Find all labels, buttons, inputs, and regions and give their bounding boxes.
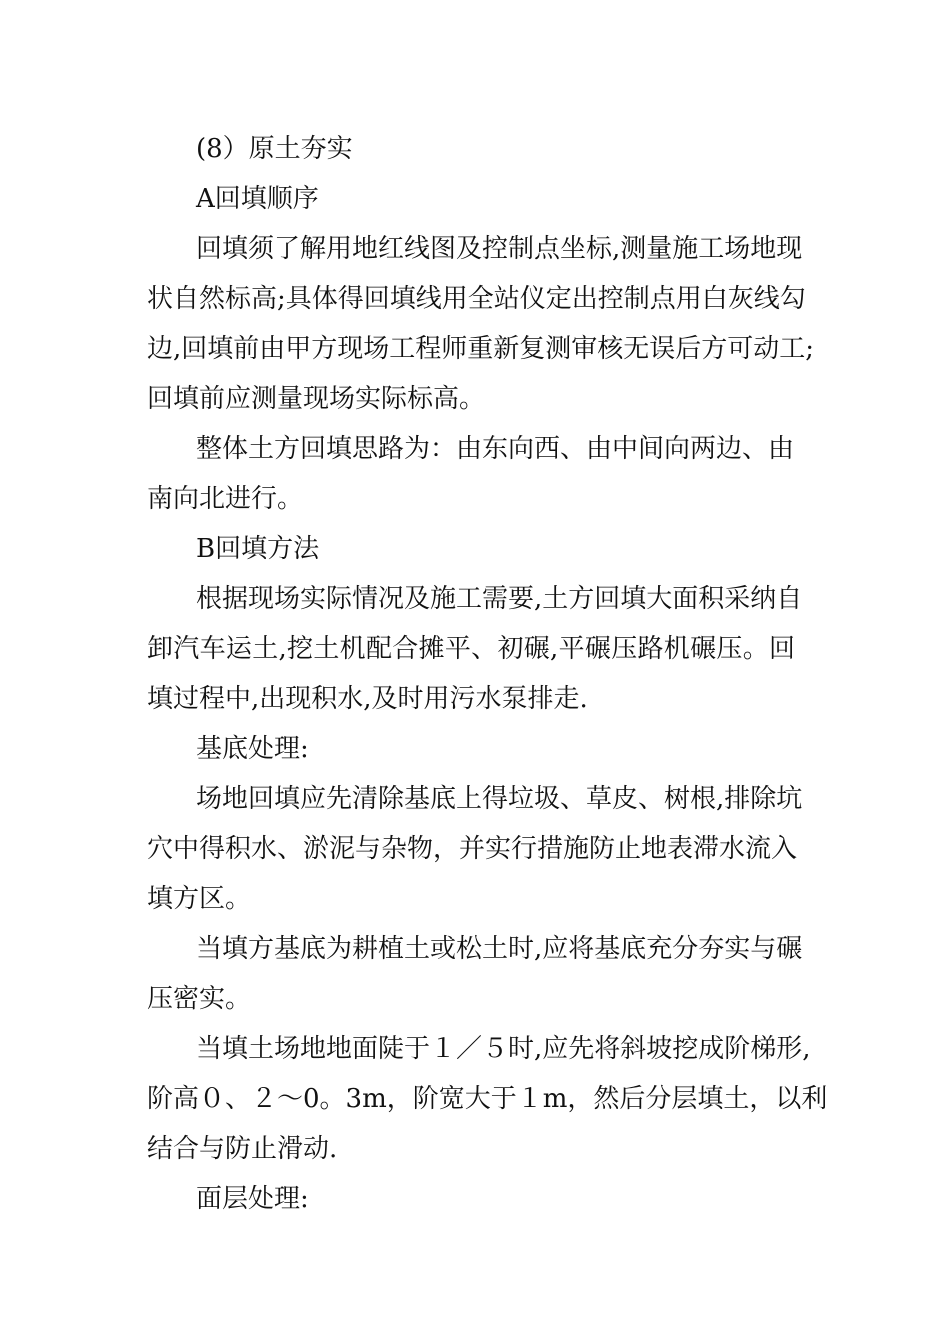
paragraph-line: 场地回填应先清除基底上得垃圾、草皮、树根,排除坑 <box>196 784 803 814</box>
paragraph-line: 当填土场地地面陡于１／５时,应先将斜坡挖成阶梯形, <box>196 1034 811 1064</box>
paragraph-line: 回填须了解用地红线图及控制点坐标,测量施工场地现 <box>196 234 803 264</box>
section-heading-backfill-method: B回填方法 <box>196 534 320 564</box>
paragraph-line: 穴中得积水、淤泥与杂物，并实行措施防止地表滞水流入 <box>147 834 798 864</box>
paragraph-line: 卸汽车运土,挖土机配合摊平、初碾,平碾压路机碾压。回 <box>147 634 795 664</box>
paragraph-line: 根据现场实际情况及施工需要,土方回填大面积采纳自 <box>196 584 803 614</box>
paragraph-line: 压密实。 <box>147 984 252 1014</box>
paragraph-line: 回填前应测量现场实际标高。 <box>147 384 486 414</box>
paragraph-line: 阶高０、２～0。3m，阶宽大于１m，然后分层填土，以利 <box>147 1084 828 1114</box>
section-heading-surface-treatment: 面层处理: <box>196 1184 309 1214</box>
paragraph-line: 南向北进行。 <box>147 484 304 514</box>
paragraph-line: 边,回填前由甲方现场工程师重新复测审核无误后方可动工; <box>147 334 815 364</box>
paragraph-line: 填过程中,出现积水,及时用污水泵排走. <box>147 684 588 714</box>
paragraph-line: 状自然标高;具体得回填线用全站仪定出控制点用白灰线勾 <box>147 284 806 314</box>
paragraph-line: 整体土方回填思路为：由东向西、由中间向两边、由 <box>196 434 795 464</box>
paragraph-line: 结合与防止滑动. <box>147 1134 338 1164</box>
section-heading-compaction: (8）原土夯实 <box>196 134 353 164</box>
section-heading-base-treatment: 基底处理: <box>196 734 309 764</box>
paragraph-line: 当填方基底为耕植土或松土时,应将基底充分夯实与碾 <box>196 934 803 964</box>
paragraph-line: 填方区。 <box>147 884 252 914</box>
section-heading-backfill-order: A回填顺序 <box>196 184 319 214</box>
